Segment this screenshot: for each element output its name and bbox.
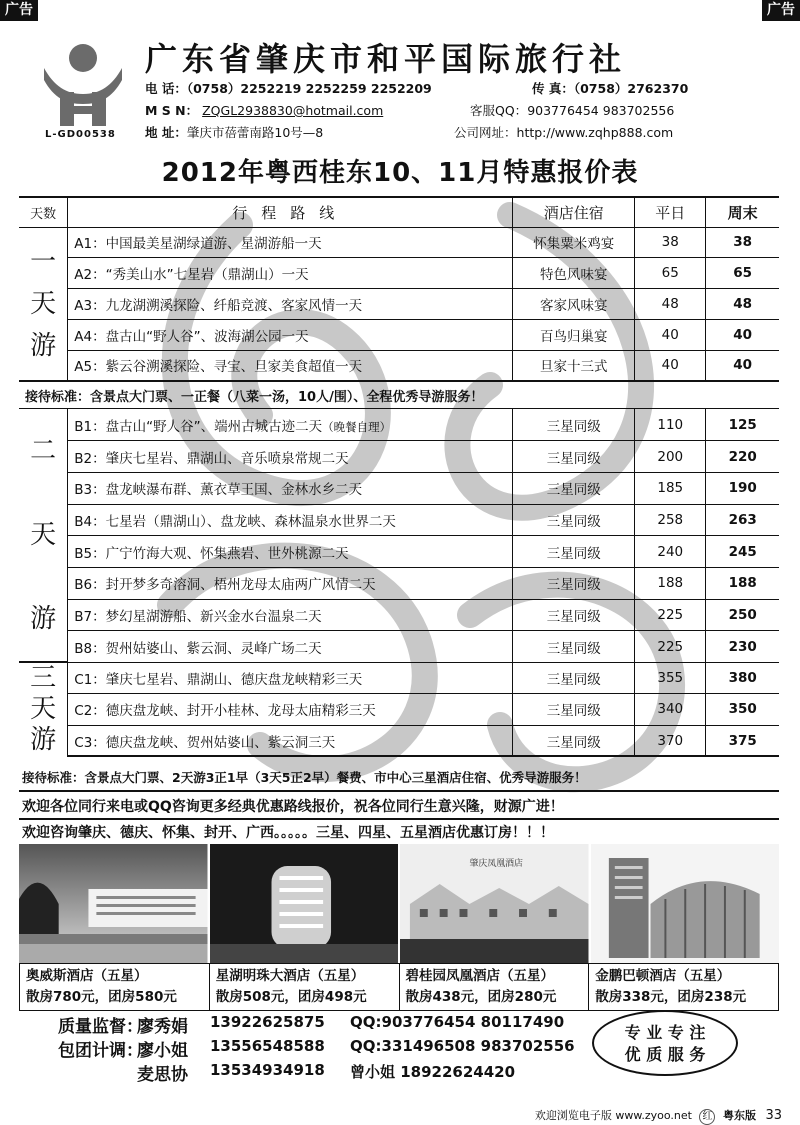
- weekend-price-b6: 188: [706, 567, 779, 599]
- route-a1: A1：中国最美星湖绿道游、星湖游船一天: [68, 227, 513, 258]
- hotel-caption: [400, 964, 590, 1010]
- contact-name: 麦思协: [137, 1065, 188, 1085]
- hotel-price: 散房438元，团房280元: [405, 989, 557, 1005]
- quality-supervisor-name: 廖秀娟: [137, 1017, 188, 1037]
- hotel-name: 金鹏巴顿酒店（五星）: [595, 968, 731, 984]
- weekday-price-a3: 48: [635, 289, 706, 320]
- agency-logo: [40, 40, 126, 140]
- hotel-price: 散房780元，团房580元: [26, 989, 177, 1005]
- route-c2: C2：德庆盘龙峡、封开小桂林、龙母太庙精彩三天: [68, 694, 513, 725]
- contact-qq-row: [470, 101, 674, 119]
- footer-edition: 粤东版: [722, 1109, 756, 1122]
- weekday-price-c2: 340: [635, 694, 706, 725]
- photo-sign-text: 肇庆凤凰酒店: [469, 858, 523, 870]
- license-number: L-GD00538: [45, 129, 116, 140]
- table-row: [19, 350, 779, 381]
- table-row: [19, 694, 779, 725]
- weekday-price-b1: 110: [635, 409, 706, 441]
- hotel-c2: 三星同级: [513, 694, 635, 725]
- route-c1: C1：肇庆七星岩、鼎湖山、德庆盘龙峡精彩三天: [68, 662, 513, 693]
- slogan-line: 优 质 服 务: [624, 1045, 706, 1064]
- page-number: 33: [765, 1108, 782, 1123]
- table-row: [19, 504, 779, 536]
- table-row: [19, 567, 779, 599]
- web-label: 公司网址：: [454, 125, 517, 140]
- weekday-price-a1: 38: [635, 227, 706, 258]
- slogan-line: 专 业 专 注: [624, 1023, 706, 1042]
- hotel-b4: 三星同级: [513, 504, 635, 536]
- table-row: [19, 662, 779, 693]
- weekend-price-b8: 230: [706, 631, 779, 663]
- web-link[interactable]: http://www.zqhp888.com: [516, 125, 674, 140]
- weekday-price-b8: 225: [635, 631, 706, 663]
- two-day-group-label: 二 天 游: [19, 409, 68, 663]
- price-list-title: 2012年粤西桂东10、11月特惠报价表: [161, 158, 639, 188]
- one-day-standard: 接待标准：含景点大门票、一正餐（八菜一汤，10人/围）、全程优秀导游服务！: [19, 381, 779, 409]
- hotel-photo-biguiyuan: [400, 844, 591, 964]
- weekend-price-a5: 40: [706, 350, 779, 381]
- weekday-price-a4: 40: [635, 319, 706, 350]
- ad-tag-left: 广告: [0, 0, 38, 21]
- address-value: 肇庆市蓓蕾南路10号—8: [186, 125, 324, 140]
- route-b1-note: （晚餐自理）: [322, 419, 392, 434]
- table-row: [19, 289, 779, 320]
- header-weekend: 周末: [706, 197, 779, 227]
- weekday-price-b4: 258: [635, 504, 706, 536]
- hotel-a2: 特色风味宴: [513, 258, 635, 289]
- table-row: [19, 536, 779, 568]
- hotel-b1: 三星同级: [513, 409, 635, 441]
- route-a5: A5：紫云谷溯溪探险、寻宝、旦家美食超值一天: [68, 350, 513, 381]
- one-day-standard-row: [19, 381, 779, 409]
- contact-phone: 13534934918: [210, 1061, 325, 1079]
- fax-value: （0758）2762370: [573, 81, 689, 96]
- qq-value: 903776454 983702556: [527, 103, 675, 118]
- route-b7: B7：梦幻星湖游船、新兴金水台温泉二天: [68, 599, 513, 631]
- quality-supervisor-qq: QQ:903776454 80117490: [350, 1013, 565, 1031]
- weekend-price-a1: 38: [706, 227, 779, 258]
- route-b3: B3：盘龙峡瀑布群、薰衣草王国、金林水乡二天: [68, 472, 513, 504]
- weekend-price-b5: 245: [706, 536, 779, 568]
- group-planner-phone: 13556548588: [210, 1037, 325, 1055]
- agency-name: 广东省肇庆市和平国际旅行社: [145, 40, 627, 78]
- fax-label: 传 真：: [532, 81, 574, 96]
- hotel-a1: 怀集粟米鸡宴: [513, 227, 635, 258]
- hotel-b7: 三星同级: [513, 599, 635, 631]
- table-row: [19, 319, 779, 350]
- weekend-price-a2: 65: [706, 258, 779, 289]
- hotel-photo-strip: [19, 844, 779, 964]
- multi-day-standard: 接待标准：含景点大门票、2天游3正1早（3天5正2早）餐费、市中心三星酒店住宿、优秀导游服务！: [22, 770, 587, 785]
- hotel-caption: [589, 964, 778, 1010]
- table-row: [19, 258, 779, 289]
- table-row: [19, 441, 779, 473]
- hotel-name: 奥威斯酒店（五星）: [26, 968, 148, 984]
- hotel-b8: 三星同级: [513, 631, 635, 663]
- weekday-price-a2: 65: [635, 258, 706, 289]
- hotel-price: 散房338元，团房238元: [595, 989, 747, 1005]
- weekend-price-b4: 263: [706, 504, 779, 536]
- phone-label: 电 话：: [145, 81, 187, 96]
- three-day-group-label: 三 天 游: [19, 662, 68, 756]
- weekend-price-c2: 350: [706, 694, 779, 725]
- hotel-b5: 三星同级: [513, 536, 635, 568]
- weekend-price-b7: 250: [706, 599, 779, 631]
- weekend-price-c1: 380: [706, 662, 779, 693]
- hotel-b3: 三星同级: [513, 472, 635, 504]
- weekday-price-a5: 40: [635, 350, 706, 381]
- weekday-price-b5: 240: [635, 536, 706, 568]
- weekday-price-c1: 355: [635, 662, 706, 693]
- table-row: [19, 472, 779, 504]
- weekday-price-b7: 225: [635, 599, 706, 631]
- qq-label: 客服QQ：: [470, 103, 528, 118]
- quality-supervisor-phone: 13922625875: [210, 1013, 325, 1031]
- contact-phone-row: [145, 79, 432, 97]
- one-day-group-label: 一 天 游: [19, 227, 68, 381]
- route-a4: A4：盘古山“野人谷”、波海湖公园一天: [68, 319, 513, 350]
- header-days: 天数: [19, 197, 68, 227]
- hotel-c1: 三星同级: [513, 662, 635, 693]
- hotel-name: 星湖明珠大酒店（五星）: [215, 968, 365, 984]
- msn-link[interactable]: ZQGL2938830@hotmail.com: [202, 103, 384, 118]
- footer-mark-icon: 红: [699, 1109, 715, 1125]
- hotel-a3: 客家风味宴: [513, 289, 635, 320]
- header-weekday: 平日: [635, 197, 706, 227]
- header-hotel: 酒店住宿: [513, 197, 635, 227]
- weekend-price-a3: 48: [706, 289, 779, 320]
- route-a3: A3：九龙湖溯溪探险、纤船竞渡、客家风情一天: [68, 289, 513, 320]
- slogan-bubble: [592, 1010, 738, 1076]
- page-footer: [535, 1107, 782, 1125]
- hotel-b2: 三星同级: [513, 441, 635, 473]
- price-table: [19, 196, 779, 757]
- weekend-price-b1: 125: [706, 409, 779, 441]
- quality-supervisor-role: 质量监督：: [58, 1017, 143, 1037]
- table-header-row: [19, 197, 779, 227]
- hotel-price: 散房508元，团房498元: [215, 989, 367, 1005]
- table-row: [19, 227, 779, 258]
- weekend-price-a4: 40: [706, 319, 779, 350]
- route-b1: B1：盘古山“野人谷”、端州古城古迹二天（晚餐自理）: [68, 409, 513, 441]
- hotel-photo-xinghu: [210, 844, 401, 964]
- contact-msn-row: [145, 101, 383, 119]
- table-row: [19, 725, 779, 756]
- header-route: 行程路线: [68, 197, 513, 227]
- ad-tag-right: 广告: [762, 0, 800, 21]
- table-row: [19, 409, 779, 441]
- route-b6: B6：封开梦多奇溶洞、梧州龙母太庙两广风情二天: [68, 567, 513, 599]
- contact-web-row: [454, 123, 673, 141]
- hotel-c3: 三星同级: [513, 725, 635, 756]
- hotel-caption: [20, 964, 210, 1010]
- msn-label: M S N：: [145, 103, 199, 118]
- table-row: [19, 599, 779, 631]
- hotel-photo-jinpeng: [591, 844, 780, 964]
- weekday-price-b3: 185: [635, 472, 706, 504]
- hotel-photo-aoweisi: [19, 844, 210, 964]
- welcome-note: 欢迎各位同行来电或QQ咨询更多经典优惠路线报价，祝各位同行生意兴隆，财源广进！: [22, 799, 564, 815]
- route-b2: B2：肇庆七星岩、鼎湖山、音乐喷泉常规二天: [68, 441, 513, 473]
- weekday-price-b2: 200: [635, 441, 706, 473]
- footer-site: 欢迎浏览电子版 www.zyoo.net: [534, 1109, 692, 1122]
- group-planner-name: 廖小姐: [137, 1041, 188, 1061]
- hotel-price-captions: [19, 963, 779, 1011]
- weekday-price-c3: 370: [635, 725, 706, 756]
- weekend-price-b3: 190: [706, 472, 779, 504]
- phone-values: （0758）2252219 2252259 2252209: [186, 81, 432, 96]
- note-divider: [19, 790, 779, 792]
- hotel-booking-note: 欢迎咨询肇庆、德庆、怀集、封开、广西。。。。。三星、四星、五星酒店优惠订房！！！: [22, 825, 554, 841]
- route-b8: B8：贺州姑婆山、紫云洞、灵峰广场二天: [68, 631, 513, 663]
- hotel-caption: [210, 964, 400, 1010]
- hotel-a4: 百鸟归巢宴: [513, 319, 635, 350]
- contact-extra: 曾小姐 18922624420: [350, 1063, 516, 1081]
- hotel-a5: 旦家十三式: [513, 350, 635, 381]
- weekday-price-b6: 188: [635, 567, 706, 599]
- contact-fax-row: [532, 79, 688, 97]
- group-planner-role: 包团计调：: [58, 1041, 143, 1061]
- address-label: 地 址：: [145, 125, 187, 140]
- route-b4: B4：七星岩（鼎湖山）、盘龙峡、森林温泉水世界二天: [68, 504, 513, 536]
- weekend-price-b2: 220: [706, 441, 779, 473]
- hotel-name: 碧桂园凤凰酒店（五星）: [405, 968, 554, 984]
- route-b5: B5：广宁竹海大观、怀集燕岩、世外桃源二天: [68, 536, 513, 568]
- contact-address-row: [145, 123, 323, 141]
- weekend-price-c3: 375: [706, 725, 779, 756]
- group-planner-qq: QQ:331496508 983702556: [350, 1037, 575, 1055]
- route-a2: A2：“秀美山水”七星岩（鼎湖山）一天: [68, 258, 513, 289]
- route-c3: C3：德庆盘龙峡、贺州姑婆山、紫云洞三天: [68, 725, 513, 756]
- note-divider: [19, 818, 779, 820]
- table-row: [19, 631, 779, 663]
- hotel-b6: 三星同级: [513, 567, 635, 599]
